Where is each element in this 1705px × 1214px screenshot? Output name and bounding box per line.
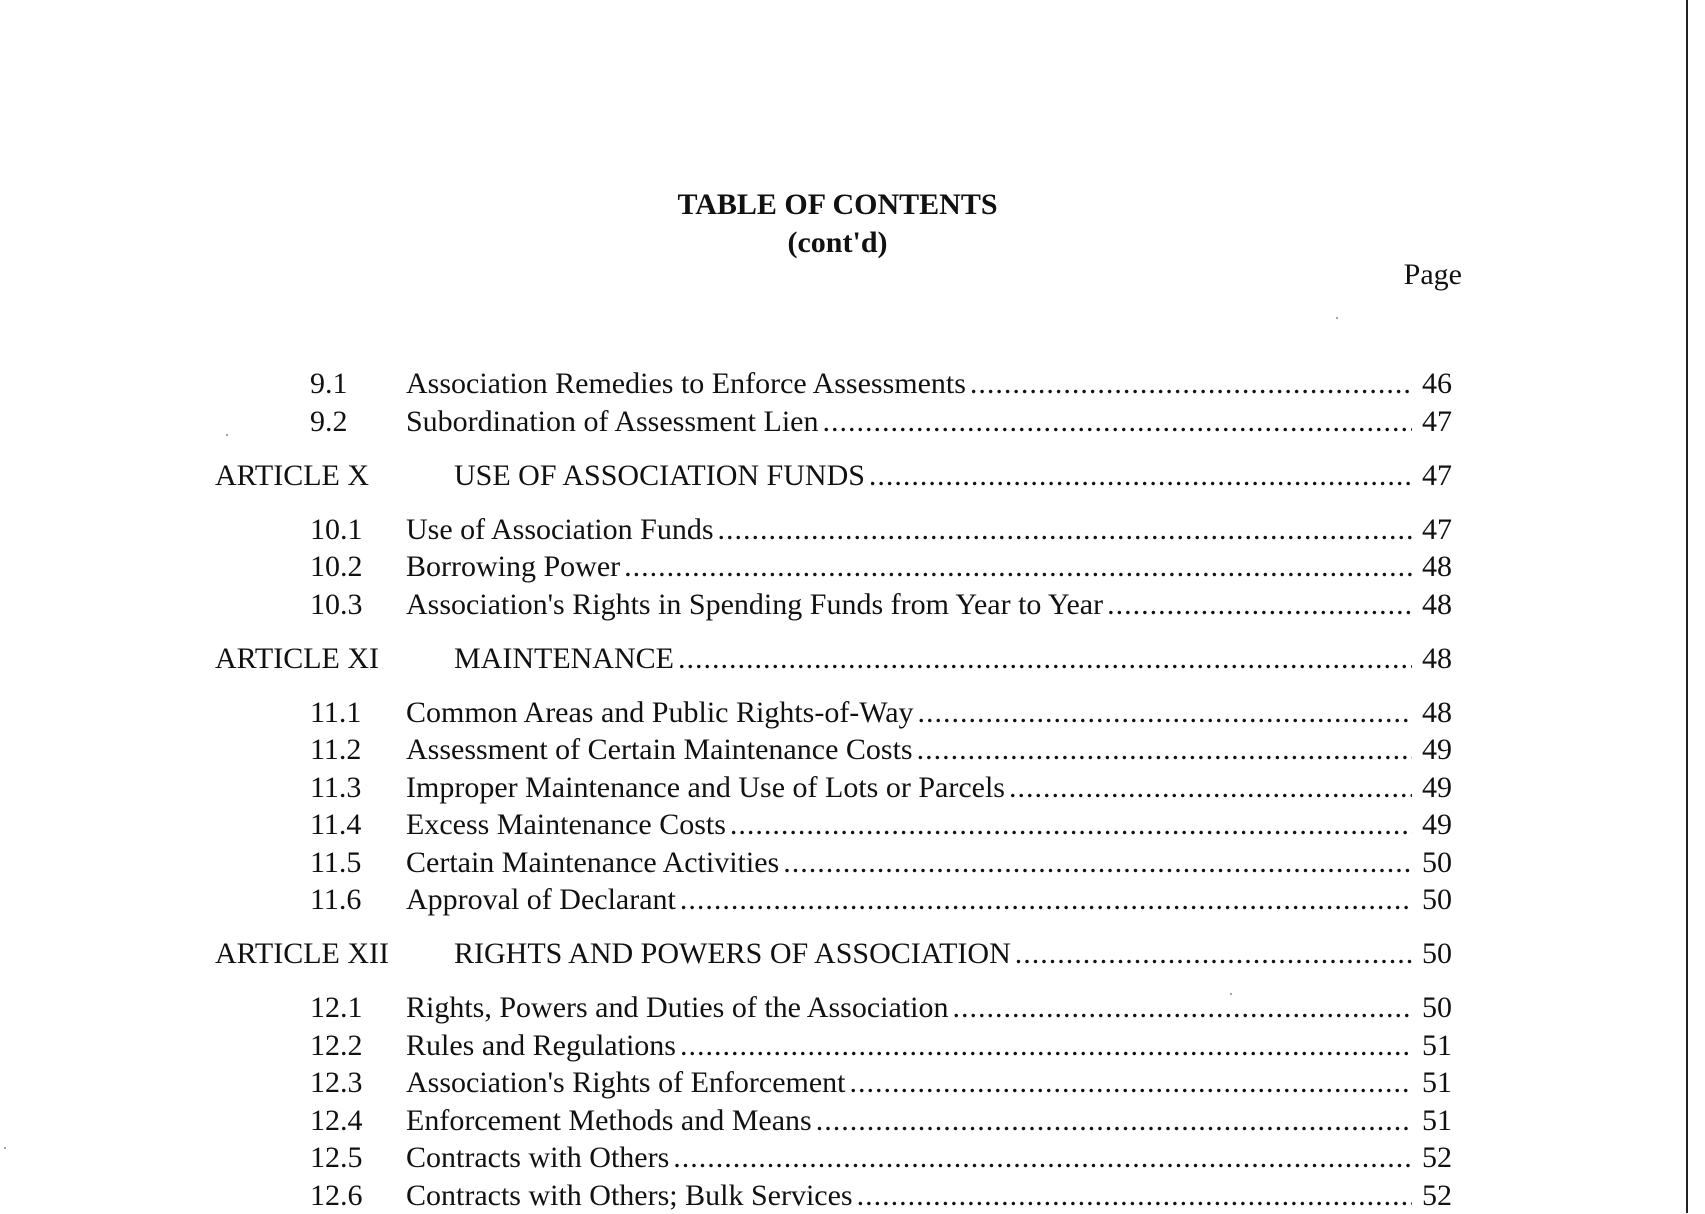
toc-entry-leader bbox=[406, 990, 1412, 1026]
toc-entry-number: 11.6 bbox=[310, 883, 362, 916]
toc-entry-number: 12.3 bbox=[310, 1066, 363, 1099]
toc-entry-title: Rights, Powers and Duties of the Association bbox=[406, 991, 949, 1024]
toc-entry-leader bbox=[406, 404, 1412, 440]
dot-leader bbox=[624, 549, 1412, 585]
dot-leader bbox=[918, 695, 1412, 731]
toc-entry-number: ARTICLE XII bbox=[215, 937, 389, 970]
toc-entry-leader bbox=[406, 1178, 1412, 1214]
toc-section-row bbox=[0, 770, 1460, 806]
toc-entry-title: Excess Maintenance Costs bbox=[406, 808, 726, 841]
dot-leader bbox=[822, 404, 1412, 440]
toc-entry-leader bbox=[406, 845, 1412, 881]
toc-section-row bbox=[0, 990, 1460, 1026]
toc-entry-title: Certain Maintenance Activities bbox=[406, 845, 780, 879]
toc-entry-leader bbox=[406, 1065, 1412, 1101]
toc-entry-leader bbox=[406, 1028, 1412, 1064]
toc-entry-title: Contracts with Others; Bulk Services bbox=[406, 1178, 853, 1212]
toc-entry-page: 51 bbox=[1422, 1066, 1452, 1099]
toc-entry-leader bbox=[406, 1140, 1412, 1176]
toc-entry-number: 12.4 bbox=[310, 1103, 363, 1137]
toc-entry-page: 46 bbox=[1422, 367, 1452, 400]
page-edge bbox=[1686, 0, 1688, 1213]
toc-section-row bbox=[0, 1103, 1460, 1139]
toc-entry-number: 11.4 bbox=[310, 808, 362, 841]
dot-leader bbox=[850, 1065, 1413, 1101]
toc-entry-number: 12.2 bbox=[310, 1028, 363, 1062]
toc-entry-leader bbox=[406, 587, 1412, 623]
toc-entry-page: 48 bbox=[1422, 550, 1452, 583]
toc-section-row bbox=[0, 807, 1460, 843]
toc-entry-number: 10.2 bbox=[310, 550, 363, 583]
toc-entry-page: 51 bbox=[1422, 1103, 1452, 1137]
dot-leader bbox=[1107, 587, 1412, 623]
scan-speck bbox=[1336, 317, 1338, 319]
toc-subtitle: (cont'd) bbox=[787, 226, 888, 259]
toc-entry-number: 12.1 bbox=[310, 991, 363, 1024]
toc-entry-leader bbox=[454, 936, 1412, 972]
toc-entry-leader bbox=[406, 732, 1412, 768]
toc-entry-page: 48 bbox=[1422, 587, 1452, 621]
toc-entry-title: Contracts with Others bbox=[406, 1141, 670, 1174]
toc-entry-leader bbox=[406, 549, 1412, 585]
toc-section-row bbox=[0, 732, 1460, 768]
toc-entry-title: Association's Rights of Enforcement bbox=[406, 1066, 846, 1099]
toc-entry-leader bbox=[406, 695, 1412, 731]
toc-entry-title: Association Remedies to Enforce Assessments bbox=[406, 367, 966, 400]
toc-entry-title: Enforcement Methods and Means bbox=[406, 1103, 812, 1137]
toc-entry-number: 10.3 bbox=[310, 587, 363, 621]
toc-entry-page: 49 bbox=[1422, 808, 1452, 841]
toc-entry-leader bbox=[406, 512, 1412, 548]
toc-entry-leader bbox=[406, 807, 1412, 843]
toc-section-row bbox=[0, 1140, 1460, 1176]
dot-leader bbox=[816, 1103, 1412, 1139]
toc-section-row bbox=[0, 587, 1460, 623]
toc-title: TABLE OF CONTENTS bbox=[677, 188, 998, 221]
dot-leader bbox=[680, 1028, 1412, 1064]
toc-entry-number: 11.3 bbox=[310, 770, 362, 804]
toc-entry-page: 47 bbox=[1422, 404, 1452, 438]
toc-entry-page: 49 bbox=[1422, 733, 1452, 766]
toc-entry-page: 49 bbox=[1422, 770, 1452, 804]
toc-article-row bbox=[0, 641, 1460, 677]
dot-leader bbox=[1009, 770, 1412, 806]
toc-entry-number: ARTICLE XI bbox=[215, 641, 380, 675]
toc-entry-page: 50 bbox=[1422, 845, 1452, 879]
dot-leader bbox=[970, 366, 1412, 402]
toc-entry-number: 11.2 bbox=[310, 733, 362, 766]
toc-entry-number: 12.5 bbox=[310, 1141, 363, 1174]
toc-entry-page: 52 bbox=[1422, 1141, 1452, 1174]
toc-entry-title: RIGHTS AND POWERS OF ASSOCIATION bbox=[454, 937, 1011, 970]
toc-entry-page: 52 bbox=[1422, 1178, 1452, 1212]
toc-entry-page: 50 bbox=[1422, 991, 1452, 1024]
dot-leader bbox=[857, 1178, 1412, 1214]
toc-entry-title: Common Areas and Public Rights-of-Way bbox=[406, 695, 914, 729]
toc-entry-number: 10.1 bbox=[310, 512, 363, 546]
toc-section-row bbox=[0, 366, 1460, 402]
dot-leader bbox=[783, 845, 1412, 881]
toc-section-row bbox=[0, 1178, 1460, 1214]
toc-section-row bbox=[0, 1028, 1460, 1064]
toc-entry-title: Assessment of Certain Maintenance Costs bbox=[406, 733, 913, 766]
toc-section-row bbox=[0, 549, 1460, 585]
dot-leader bbox=[869, 458, 1412, 494]
toc-entry-title: Approval of Declarant bbox=[406, 883, 676, 916]
toc-entry-leader bbox=[406, 770, 1412, 806]
dot-leader bbox=[917, 732, 1412, 768]
dot-leader bbox=[1015, 936, 1412, 972]
toc-entry-leader bbox=[406, 1103, 1412, 1139]
toc-section-row bbox=[0, 512, 1460, 548]
toc-section-row bbox=[0, 845, 1460, 881]
toc-section-row bbox=[0, 695, 1460, 731]
toc-entry-number: ARTICLE X bbox=[215, 458, 370, 492]
toc-entry-title: Subordination of Assessment Lien bbox=[406, 404, 819, 438]
toc-entry-title: Rules and Regulations bbox=[406, 1028, 676, 1062]
toc-entry-title: Borrowing Power bbox=[406, 550, 621, 583]
dot-leader bbox=[718, 512, 1413, 548]
toc-entry-page: 50 bbox=[1422, 883, 1452, 916]
toc-section-row bbox=[0, 404, 1460, 440]
page-column-label: Page bbox=[1403, 258, 1462, 291]
toc-article-row bbox=[0, 936, 1460, 972]
toc-entry-number: 11.1 bbox=[310, 695, 362, 729]
toc-entry-title: Improper Maintenance and Use of Lots or Parcels bbox=[406, 770, 1005, 804]
dot-leader bbox=[680, 882, 1412, 918]
toc-entry-leader bbox=[454, 641, 1412, 677]
toc-entry-leader bbox=[454, 458, 1412, 494]
toc-entry-page: 47 bbox=[1422, 458, 1452, 492]
toc-entry-number: 12.6 bbox=[310, 1178, 363, 1212]
toc-entry-page: 48 bbox=[1422, 641, 1452, 675]
dot-leader bbox=[673, 1140, 1412, 1176]
toc-entry-number: 11.5 bbox=[310, 845, 362, 879]
dot-leader bbox=[730, 807, 1412, 843]
toc-entry-number: 9.2 bbox=[310, 404, 348, 438]
toc-section-row bbox=[0, 882, 1460, 918]
toc-entry-title: MAINTENANCE bbox=[454, 641, 674, 675]
toc-entry-title: USE OF ASSOCIATION FUNDS bbox=[454, 458, 865, 492]
toc-entry-number: 9.1 bbox=[310, 367, 348, 400]
toc-heading bbox=[0, 186, 1675, 262]
toc-entry-title: Association's Rights in Spending Funds from Year to Year bbox=[406, 587, 1104, 621]
toc-entry-page: 47 bbox=[1422, 512, 1452, 546]
dot-leader bbox=[952, 990, 1412, 1026]
toc-entry-page: 50 bbox=[1422, 937, 1452, 970]
toc-article-row bbox=[0, 458, 1460, 494]
toc-entry-leader bbox=[406, 882, 1412, 918]
toc-entry-page: 48 bbox=[1422, 695, 1452, 729]
toc-entry-leader bbox=[406, 366, 1412, 402]
toc-entry-title: Use of Association Funds bbox=[406, 512, 714, 546]
toc-entry-page: 51 bbox=[1422, 1028, 1452, 1062]
toc-section-row bbox=[0, 1065, 1460, 1101]
dot-leader bbox=[678, 641, 1412, 677]
